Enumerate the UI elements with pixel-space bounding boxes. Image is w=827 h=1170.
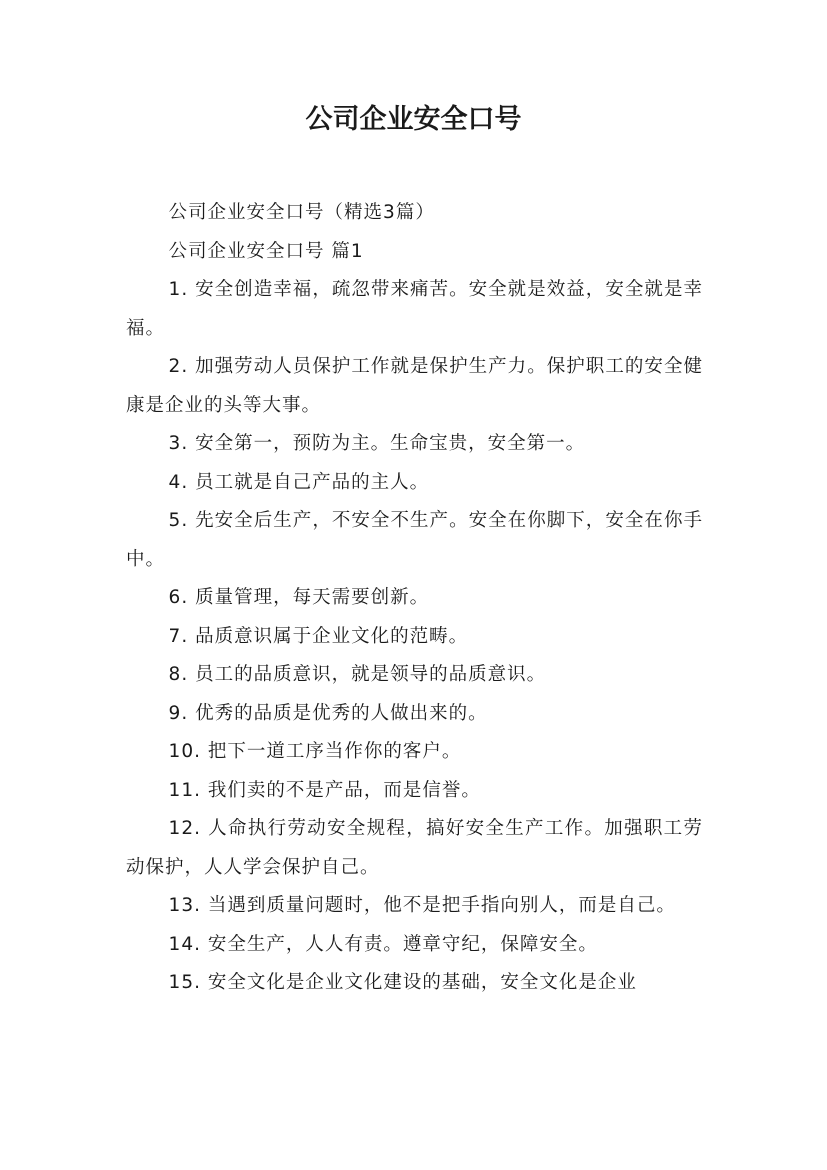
slogan-item: 9. 优秀的品质是优秀的人做出来的。 bbox=[168, 702, 488, 724]
subtitle-paragraph: 公司企业安全口号（精选3篇） bbox=[168, 202, 435, 223]
slogan-item: 2. 加强劳动人员保护工作就是保护生产力。保护职工的安全健康是企业的头等大事。 bbox=[126, 356, 703, 416]
slogan-item: 4. 员工就是自己产品的主人。 bbox=[168, 471, 430, 493]
slogan-item: 13. 当遇到质量问题时，他不是把手指向别人，而是自己。 bbox=[168, 895, 676, 916]
slogan-item: 12. 人命执行劳动安全规程，搞好安全生产工作。加强职工劳动保护，人人学会保护自己。 bbox=[126, 818, 703, 878]
document-body bbox=[126, 194, 703, 1003]
slogan-item: 10. 把下一道工序当作你的客户。 bbox=[168, 741, 462, 762]
section-heading: 公司企业安全口号 篇1 bbox=[168, 240, 364, 262]
slogan-item: 8. 员工的品质意识，就是领导的品质意识。 bbox=[168, 664, 547, 685]
slogan-item: 7. 品质意识属于企业文化的范畴。 bbox=[168, 625, 469, 647]
slogan-item: 1. 安全创造幸福，疏忽带来痛苦。安全就是效益，安全就是幸福。 bbox=[126, 279, 703, 339]
slogan-item: 3. 安全第一，预防为主。生命宝贵，安全第一。 bbox=[168, 433, 586, 454]
document-title: 公司企业安全口号 bbox=[305, 104, 522, 135]
slogan-item: 11. 我们卖的不是产品，而是信誉。 bbox=[168, 779, 481, 801]
slogan-item: 6. 质量管理，每天需要创新。 bbox=[168, 587, 430, 608]
slogan-item: 15. 安全文化是企业文化建设的基础，安全文化是企业 bbox=[168, 972, 637, 993]
slogan-item: 5. 先安全后生产，不安全不生产。安全在你脚下，安全在你手中。 bbox=[126, 510, 703, 570]
slogan-item: 14. 安全生产，人人有责。遵章守纪，保障安全。 bbox=[168, 933, 598, 955]
